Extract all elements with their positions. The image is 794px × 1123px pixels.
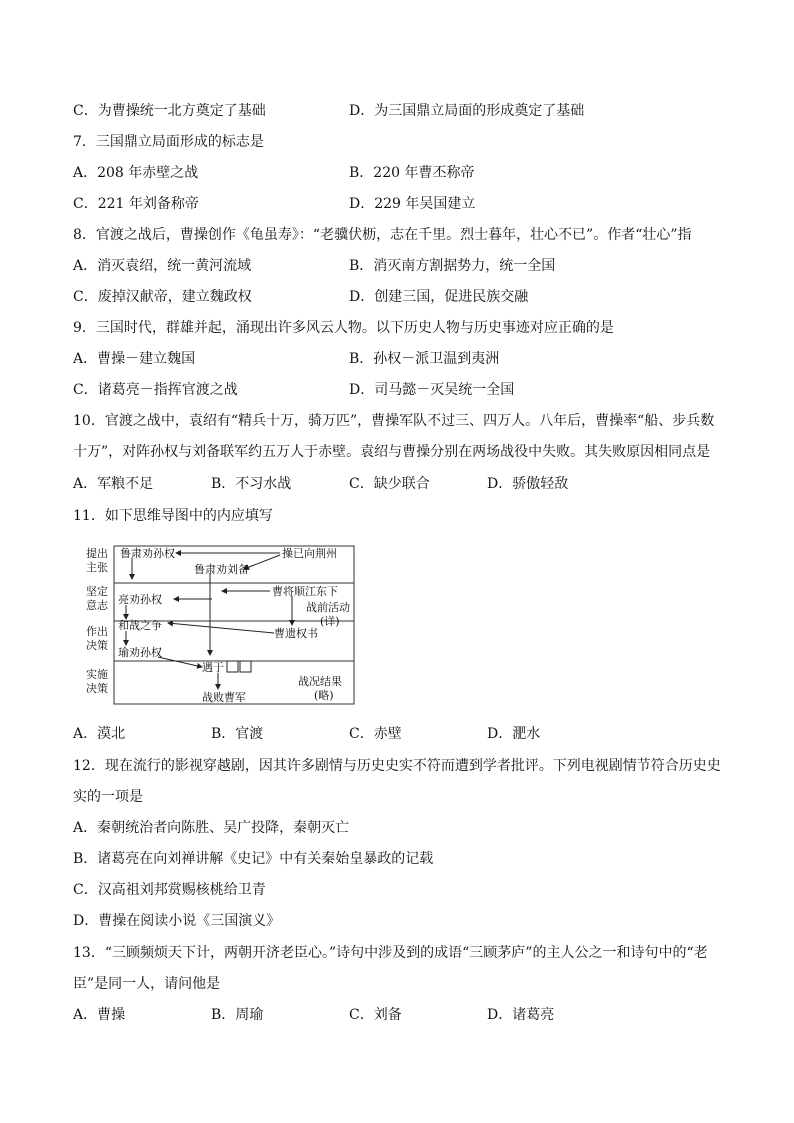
node-defeat: 战败曹军 (202, 691, 246, 704)
q10-option-c: C．缺少联合 (349, 476, 430, 492)
node-debate: 和战之争 (118, 619, 162, 632)
arrow-cao-to-liubei (244, 555, 280, 569)
q12-stem-line2: 实的一项是 (73, 789, 143, 805)
q11-option-c: C．赤壁 (349, 726, 402, 742)
q12-option-c: C．汉高祖刘邦赏赐核桃给卫青 (73, 882, 266, 898)
q7-stem: 7．三国鼎立局面形成的标志是 (73, 134, 264, 150)
q10-stem-line1: 10．官渡之战中，袁绍有“精兵十万，骑万匹”，曹操军队不过三、四万人。八年后，曹操率“船、步兵数 (73, 413, 715, 429)
q11-stem: 11．如下思维导图中的内应填写 (73, 508, 273, 524)
q11-option-d: D．淝水 (487, 726, 541, 742)
row-label-implement: 实施决策 (86, 668, 108, 695)
q13-stem-line2: 臣”是同一人，请问他是 (73, 976, 221, 992)
q7-option-a: A．208 年赤壁之战 (73, 165, 199, 181)
arrow-yu-to-meet (158, 657, 202, 667)
q11-option-a: A．漠北 (73, 726, 126, 742)
q8-stem: 8．官渡之战后，曹操创作《龟虽寿》：“老骥伏枥，志在千里。烈士暮年，壮心不已”。作者“壮心”指 (73, 227, 692, 243)
q10-option-a: A．军粮不足 (73, 476, 154, 492)
node-cao-jingzhou: 操已向荆州 (282, 547, 337, 560)
q10-option-d: D．骄傲轻敌 (487, 476, 569, 492)
q12-option-d: D．曹操在阅读小说《三国演义》 (73, 913, 281, 929)
q12-stem-line1: 12．现在流行的影视穿越剧，因其许多剧情与历史史实不符而遭到学者批评。下列电视剧情节符合历史史 (73, 758, 721, 774)
q13-option-a: A．曹操 (73, 1007, 126, 1023)
arrow-letter-to-debate (168, 623, 274, 633)
node-prewar-1: 战前活动 (306, 601, 350, 614)
q8-option-a: A．消灭袁绍，统一黄河流域 (73, 258, 252, 274)
node-liang-sunquan: 亮劝孙权 (118, 593, 162, 606)
q7-option-d: D．229 年吴国建立 (349, 196, 476, 212)
q6-option-c: C．为曹操统一北方奠定了基础 (73, 103, 266, 119)
node-meet: 遇于 (202, 661, 224, 674)
node-cao-east: 曹将顺江东下 (272, 585, 338, 598)
node-lusu-liubei: 鲁肃劝刘备 (194, 563, 249, 576)
q9-option-c: C．诸葛亮－指挥官渡之战 (73, 382, 238, 398)
q9-option-b: B．孙权－派卫温到夷洲 (349, 351, 500, 367)
blank-box-2 (240, 661, 251, 672)
row-label-resolve: 坚定意志 (86, 585, 108, 612)
row-label-propose: 提出主张 (86, 547, 108, 574)
node-result-1: 战况结果 (298, 675, 342, 688)
q13-stem-line1: 13．“三顾频烦天下计，两朝开济老臣心。”诗句中涉及到的成语“三顾茅庐”的主人公之一和诗句中的“老 (73, 945, 708, 961)
mind-map-diagram (84, 543, 360, 707)
node-lusu-sunquan: 鲁肃劝孙权 (120, 547, 175, 560)
q10-option-b: B．不习水战 (211, 476, 292, 492)
q12-option-b: B．诸葛亮在向刘禅讲解《史记》中有关秦始皇暴政的记载 (73, 851, 434, 867)
q8-option-c: C．废掉汉献帝，建立魏政权 (73, 289, 252, 305)
q9-option-a: A．曹操－建立魏国 (73, 351, 196, 367)
node-cao-letter: 曹遗权书 (274, 627, 318, 640)
row-label-decide: 作出决策 (86, 625, 108, 652)
q9-stem: 9．三国时代，群雄并起，涌现出许多风云人物。以下历史人物与历史事迹对应正确的是 (73, 320, 614, 336)
q13-option-c: C．刘备 (349, 1007, 402, 1023)
q8-option-b: B．消灭南方割据势力，统一全国 (349, 258, 556, 274)
q7-option-b: B．220 年曹丕称帝 (349, 165, 475, 181)
q7-option-c: C．221 年刘备称帝 (73, 196, 199, 212)
q13-option-d: D．诸葛亮 (487, 1007, 555, 1023)
blank-box-1 (227, 661, 238, 672)
q8-option-d: D．创建三国，促进民族交融 (349, 289, 529, 305)
node-result-2: (略) (314, 689, 334, 702)
q11-option-b: B．官渡 (211, 726, 264, 742)
q6-option-d: D．为三国鼎立局面的形成奠定了基础 (349, 103, 585, 119)
q12-option-a: A．秦朝统治者向陈胜、吴广投降，秦朝灭亡 (73, 820, 350, 836)
q10-stem-line2: 十万”，对阵孙权与刘备联军约五万人于赤壁。袁绍与曹操分别在两场战役中失败。其失败原因相同点是 (73, 444, 711, 460)
q9-option-d: D．司马懿－灭吴统一全国 (349, 382, 515, 398)
q13-option-b: B．周瑜 (211, 1007, 264, 1023)
node-prewar-2: (详) (320, 615, 340, 628)
node-yu-sunquan: 瑜劝孙权 (118, 646, 162, 659)
